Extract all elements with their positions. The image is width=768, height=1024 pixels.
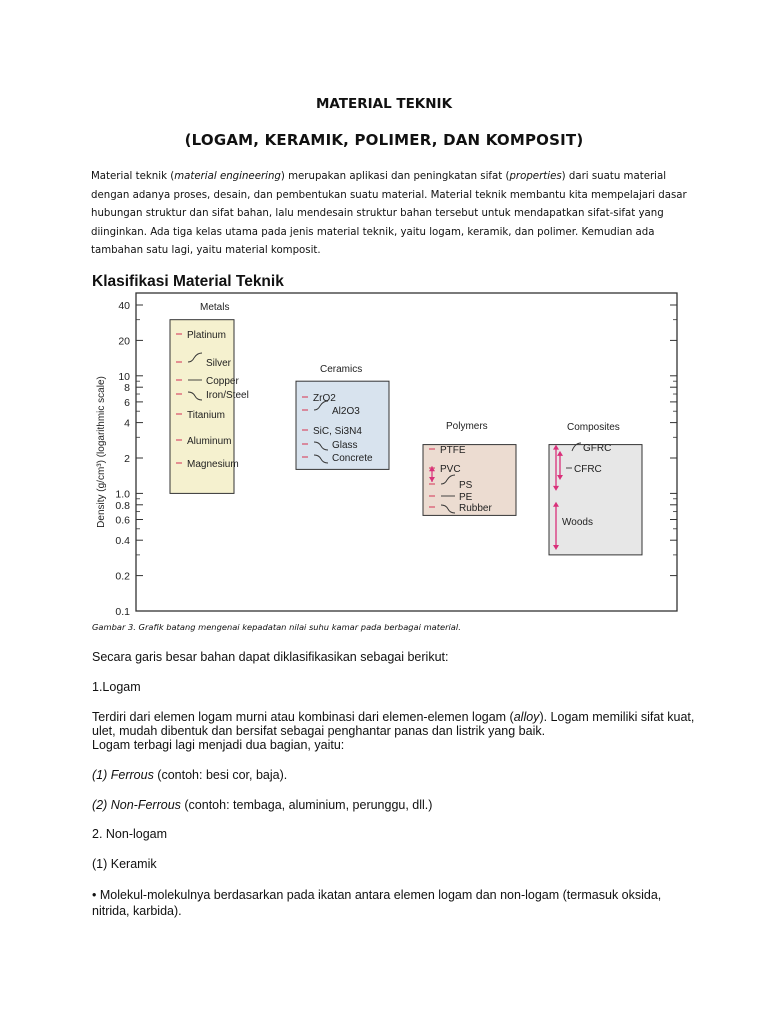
item-label: Woods bbox=[562, 517, 593, 528]
alloy-term: alloy bbox=[513, 710, 540, 724]
paragraph-logam bbox=[92, 710, 702, 752]
group-title-ceramics: Ceramics bbox=[320, 364, 363, 375]
heading-logam: 1.Logam bbox=[92, 680, 141, 694]
y-tick-label: 8 bbox=[124, 382, 130, 395]
logam-text-b: ). Logam memiliki sifat kuat, ulet, mudah dibentuk dan bersifat sebagai penghantar panas dan listrik yang baik. bbox=[92, 710, 695, 738]
chart-root bbox=[96, 293, 677, 618]
item-label: Aluminum bbox=[187, 436, 232, 447]
item-label: PS bbox=[459, 480, 473, 491]
item-label: PTFE bbox=[440, 445, 466, 456]
item-label: Platinum bbox=[187, 330, 226, 341]
chart-heading: Klasifikasi Material Teknik bbox=[92, 273, 284, 290]
y-tick-label: 0.2 bbox=[115, 570, 130, 583]
item-label: Silver bbox=[206, 358, 232, 369]
y-tick-label: 0.8 bbox=[115, 499, 130, 512]
intro-middle: ) merupakan aplikasi dan peningkatan sifat ( bbox=[280, 171, 510, 182]
group-title-metals: Metals bbox=[200, 302, 230, 313]
item-label: Copper bbox=[206, 376, 239, 387]
item-label: GFRC bbox=[583, 443, 612, 454]
group-box-composites bbox=[549, 445, 642, 555]
item-non-ferrous bbox=[92, 798, 432, 812]
item-ferrous bbox=[92, 768, 287, 782]
y-tick-label: 2 bbox=[124, 453, 130, 465]
item-label: Concrete bbox=[332, 453, 373, 464]
y-tick-label: 4 bbox=[124, 417, 130, 430]
page-title: MATERIAL TEKNIK bbox=[315, 96, 453, 112]
paragraph-classification: Secara garis besar bahan dapat diklasifikasikan sebagai berikut: bbox=[92, 650, 449, 664]
item-label: PVC bbox=[440, 464, 461, 475]
page-subtitle: (LOGAM, KERAMIK, POLIMER, DAN KOMPOSIT) bbox=[184, 131, 584, 149]
y-tick-label: 0.4 bbox=[115, 535, 130, 548]
logam-text-a: Terdiri dari elemen logam murni atau kombinasi dari elemen-elemen logam ( bbox=[92, 710, 514, 724]
item-label: Glass bbox=[332, 440, 358, 451]
bullet-keramik: • Molekul-molekulnya berdasarkan pada ikatan antara elemen logam dan non-logam (termasuk oksida, nitrida, karbida). bbox=[92, 888, 662, 918]
intro-prefix: Material teknik ( bbox=[91, 171, 175, 182]
item-label: Rubber bbox=[459, 503, 492, 514]
y-tick-label: 0.1 bbox=[115, 606, 130, 618]
item-label: Magnesium bbox=[187, 459, 239, 470]
item-label: PE bbox=[459, 492, 473, 503]
y-tick-label: 0.6 bbox=[115, 514, 130, 527]
y-tick-label: 10 bbox=[118, 370, 130, 383]
non-ferrous-label: (2) Non-Ferrous bbox=[92, 798, 181, 812]
heading-non-logam: 2. Non-logam bbox=[92, 827, 168, 841]
item-label: SiC, Si3N4 bbox=[313, 426, 362, 437]
item-label: Al2O3 bbox=[332, 406, 360, 417]
ferrous-label: (1) Ferrous bbox=[92, 768, 154, 782]
y-tick-label: 40 bbox=[118, 300, 130, 312]
group-title-composites: Composites bbox=[567, 422, 620, 433]
item-keramik: (1) Keramik bbox=[92, 857, 157, 871]
y-axis-label: Density (g/cm³) (logarithmic scale) bbox=[96, 376, 107, 528]
logam-text-c: Logam terbagi lagi menjadi dua bagian, yaitu: bbox=[92, 738, 345, 752]
figure-caption: Gambar 3. Grafik batang mengenai kepadatan nilai suhu kamar pada berbagai material. bbox=[92, 622, 461, 632]
intro-rest: ) dari suatu material dengan adanya proses, desain, dan pembentukan suatu material. Material teknik membantu kita mempelajari dasar hubungan struktur dan sifat bahan, lalu mendesain struktur bahan tersebut untuk mendapatkan sifat-sifat yang diinginkan. Ada tiga kelas utama pada jenis material teknik, yaitu logam, keramik, dan polimer. Kemudian ada tambahan satu lagi, yaitu material komposit. bbox=[91, 171, 687, 257]
non-ferrous-rest: (contoh: tembaga, aluminium, perunggu, dll.) bbox=[180, 798, 433, 812]
y-tick-label: 6 bbox=[124, 396, 130, 409]
item-label: Iron/Steel bbox=[206, 390, 249, 401]
intro-term: material engineering bbox=[174, 171, 281, 182]
group-title-polymers: Polymers bbox=[446, 421, 488, 432]
item-label: CFRC bbox=[574, 464, 602, 475]
y-tick-label: 20 bbox=[118, 335, 130, 348]
ferrous-rest: (contoh: besi cor, baja). bbox=[153, 768, 288, 782]
y-tick-label: 1.0 bbox=[115, 488, 130, 501]
item-label: Titanium bbox=[187, 410, 225, 421]
item-label: ZrO2 bbox=[313, 393, 336, 404]
intro-term2: properties bbox=[509, 171, 562, 182]
